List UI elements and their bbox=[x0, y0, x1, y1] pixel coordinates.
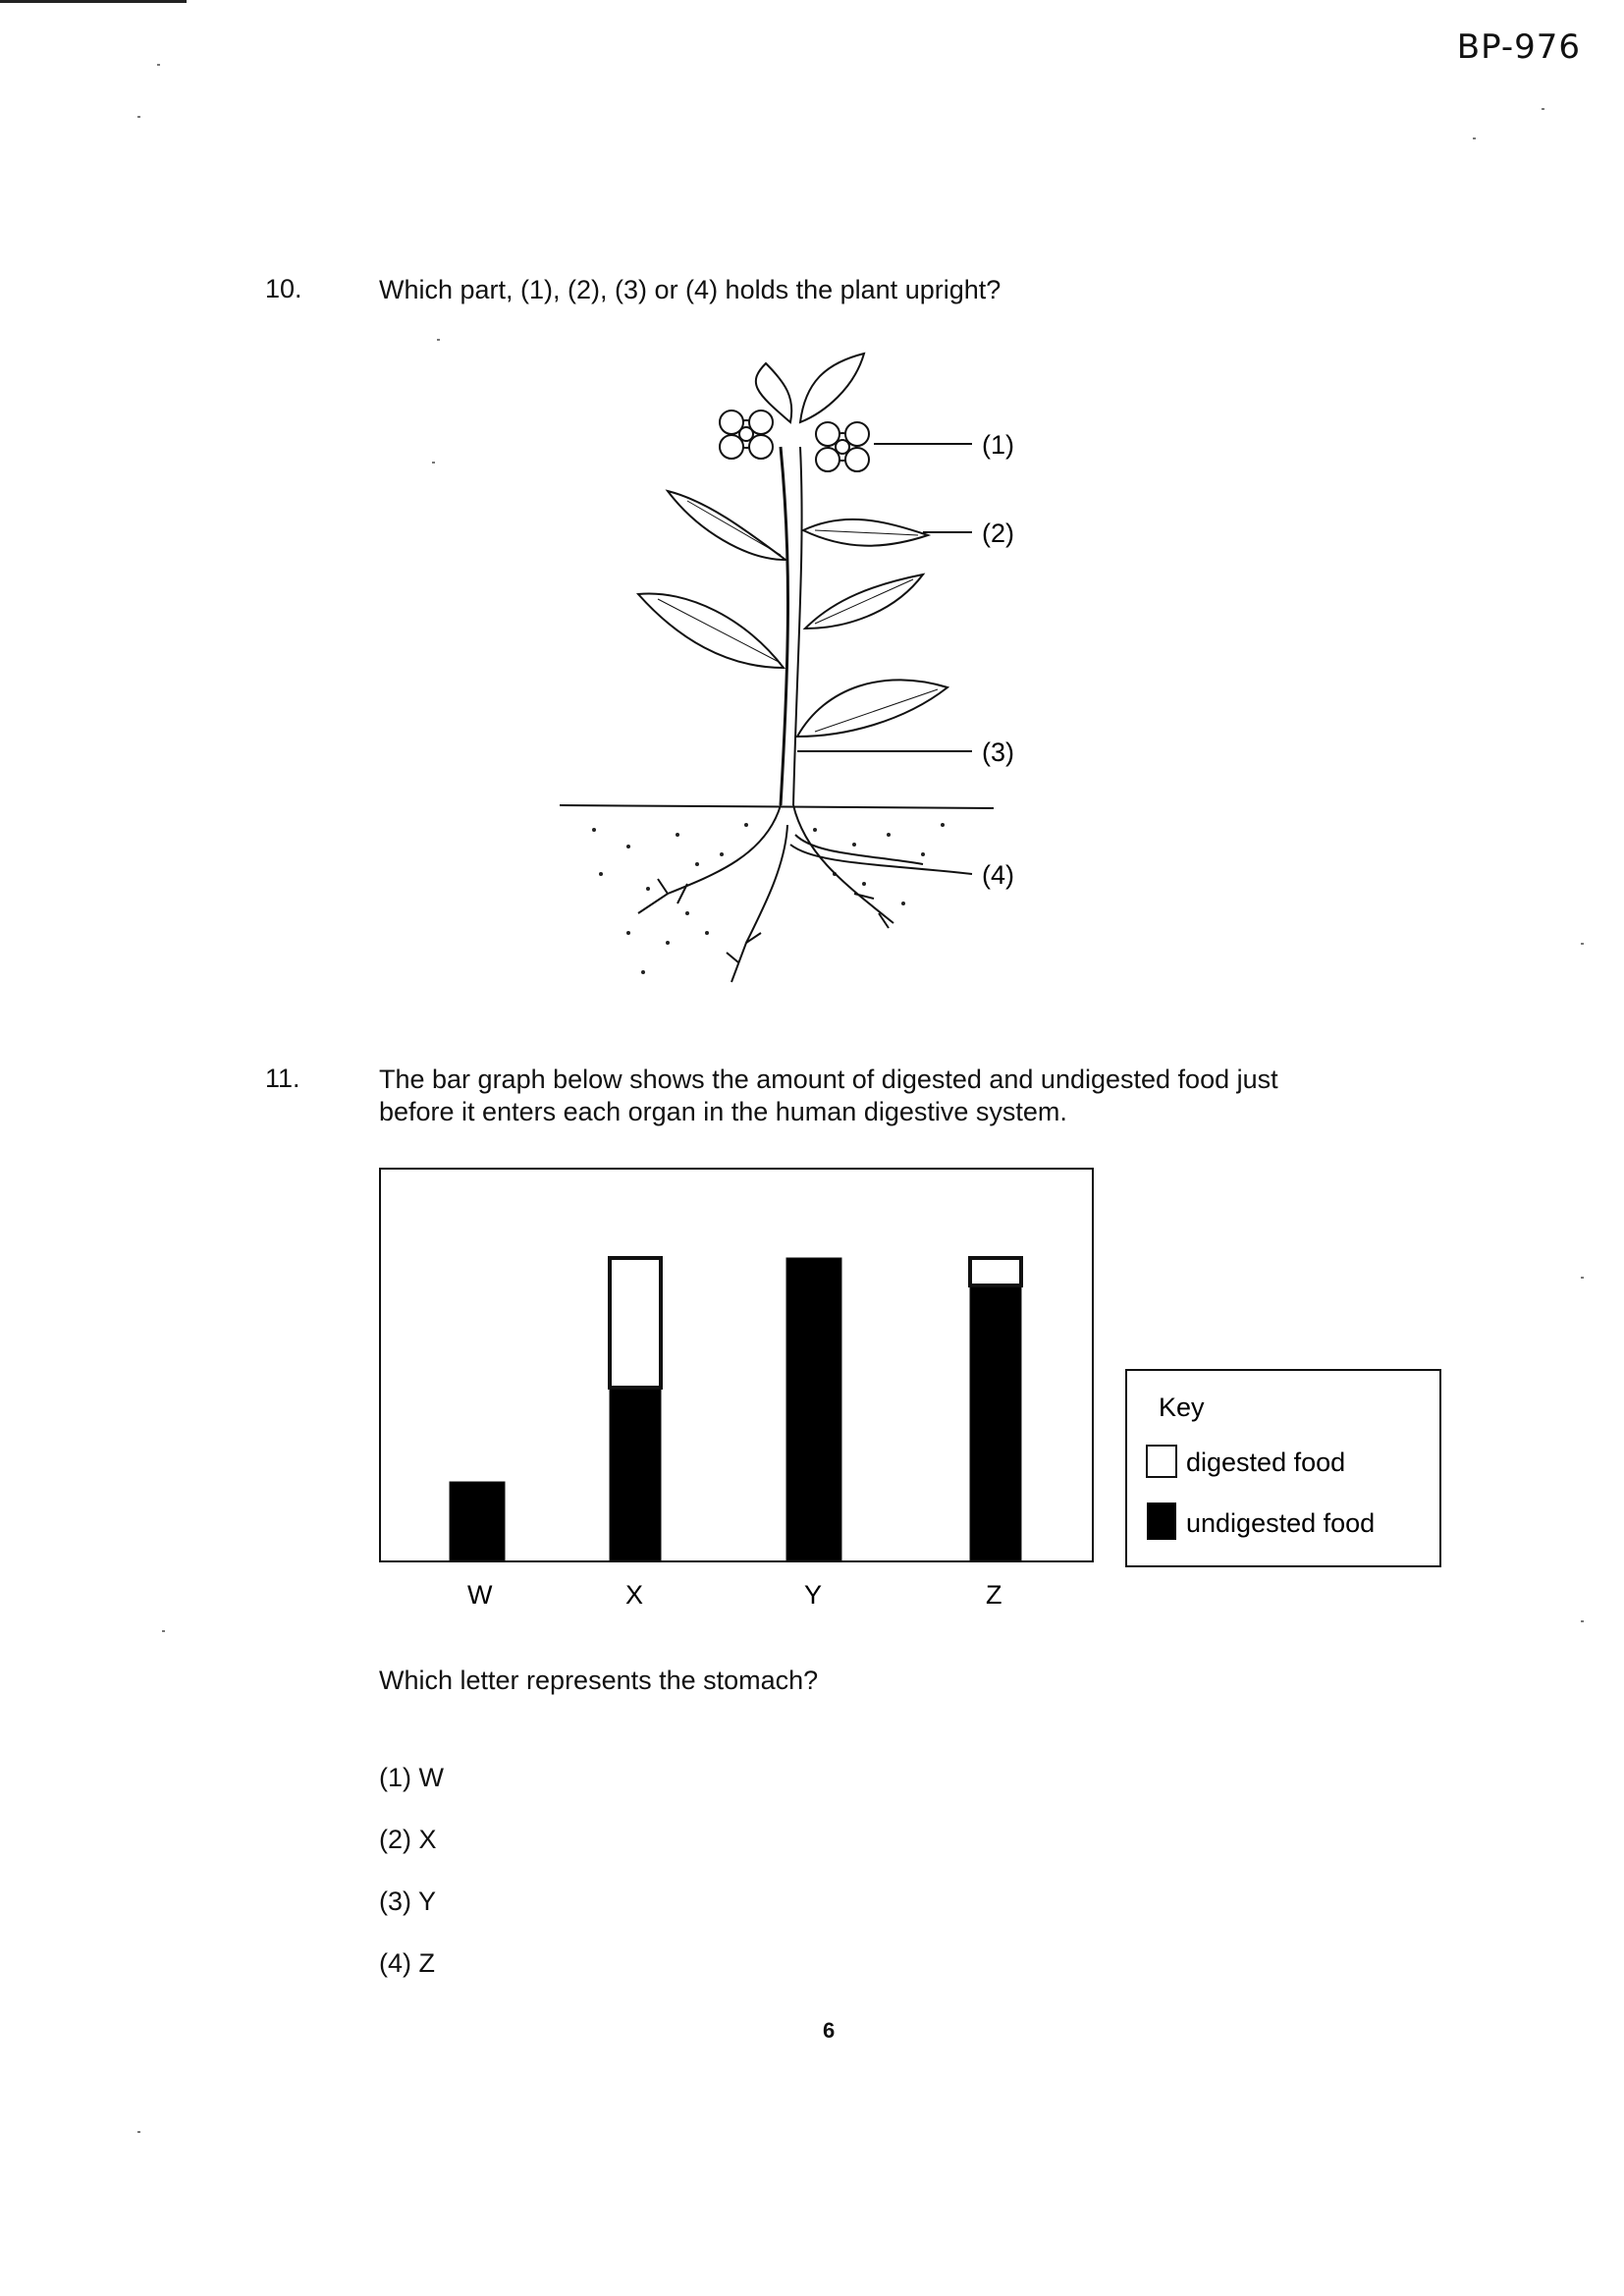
plant-label-1: (1) bbox=[982, 430, 1014, 460]
x-tick-labels bbox=[467, 1580, 1002, 1610]
q11-option-2[interactable]: (2) X bbox=[379, 1825, 437, 1854]
page-number: 6 bbox=[823, 2018, 836, 2043]
roots bbox=[638, 805, 923, 982]
bar-x-undigested-food bbox=[610, 1388, 661, 1560]
paper-code: BP-976 bbox=[1456, 27, 1581, 67]
flower-left bbox=[720, 410, 773, 459]
q11-number: 11. bbox=[265, 1064, 300, 1093]
plant-label-3: (3) bbox=[982, 738, 1014, 767]
q11-text-line1: The bar graph below shows the amount of digested and undigested food just bbox=[379, 1065, 1278, 1094]
bar-chart bbox=[373, 1159, 1453, 1611]
bar-y-undigested-food bbox=[786, 1258, 841, 1560]
legend-label-undigested: undigested food bbox=[1186, 1508, 1376, 1538]
plant-label-2: (2) bbox=[982, 519, 1014, 548]
q11-option-3[interactable]: (3) Y bbox=[379, 1886, 437, 1916]
x-tick-label-w: W bbox=[467, 1580, 493, 1610]
plant-diagram bbox=[550, 344, 1060, 992]
q11-option-1[interactable]: (1) W bbox=[379, 1763, 444, 1792]
q11-prompt: Which letter represents the stomach? bbox=[379, 1666, 819, 1695]
q10-text: Which part, (1), (2), (3) or (4) holds the plant upright? bbox=[379, 275, 1001, 304]
bar-w-undigested-food bbox=[450, 1482, 505, 1560]
flower-right bbox=[816, 422, 869, 471]
x-tick-label-x: X bbox=[625, 1580, 644, 1610]
q11-text-line2: before it enters each organ in the human digestive system. bbox=[379, 1097, 1067, 1126]
label-line-4 bbox=[790, 845, 972, 874]
x-tick-label-y: Y bbox=[804, 1580, 823, 1610]
q11-option-4[interactable]: (4) Z bbox=[379, 1948, 435, 1978]
x-tick-label-z: Z bbox=[986, 1580, 1002, 1610]
legend-title: Key bbox=[1159, 1393, 1205, 1422]
top-rule bbox=[0, 0, 187, 3]
legend-label-digested: digested food bbox=[1186, 1448, 1346, 1477]
leaves bbox=[638, 354, 947, 737]
stem-left bbox=[781, 447, 788, 805]
soil-line bbox=[560, 805, 994, 808]
legend-swatch-digested bbox=[1147, 1446, 1176, 1477]
q10-number: 10. bbox=[265, 274, 302, 303]
bar-z-undigested-food bbox=[970, 1285, 1021, 1560]
bar-z-digested-food bbox=[970, 1258, 1021, 1285]
bar-x-digested-food bbox=[610, 1258, 661, 1388]
legend-swatch-undigested bbox=[1147, 1503, 1176, 1540]
plant-label-4: (4) bbox=[982, 860, 1014, 890]
